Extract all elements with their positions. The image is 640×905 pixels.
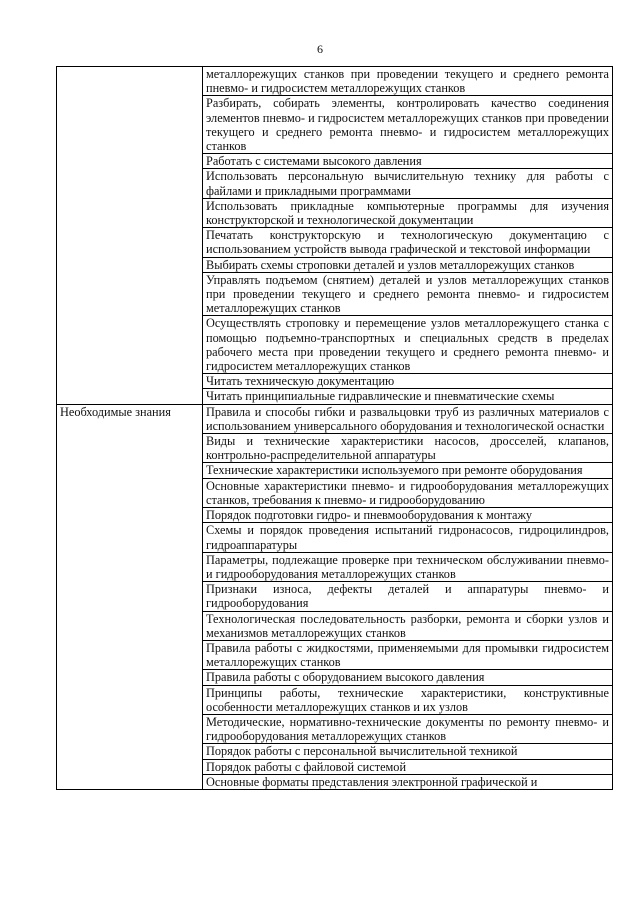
knowledge-item: Принципы работы, технические характеристики, конструктивные особенности металлорежущих станков и их узлов — [203, 685, 613, 714]
table-row — [57, 67, 613, 96]
knowledge-item: Схемы и порядок проведения испытаний гидронасосов, гидроцилиндров, гидроаппаратуры — [203, 523, 613, 552]
skill-item: Управлять подъемом (снятием) деталей и узлов металлорежущих станков при проведении текущего и среднего ремонта пневмо- и гидросистем металлорежущих станков — [203, 272, 613, 316]
knowledge-item: Виды и технические характеристики насосов, дросселей, клапанов, контрольно-распределительной аппаратуры — [203, 434, 613, 463]
skill-item: Использовать персональную вычислительную технику для работы с файлами и прикладными программами — [203, 169, 613, 198]
knowledge-item: Параметры, подлежащие проверке при техническом обслуживании пневмо- и гидрооборудования металлорежущих станков — [203, 552, 613, 581]
knowledge-item: Технологическая последовательность разборки, ремонта и сборки узлов и механизмов металлорежущих станков — [203, 611, 613, 640]
knowledge-item: Правила работы с жидкостями, применяемыми для промывки гидросистем металлорежущих станков — [203, 640, 613, 669]
knowledge-item: Порядок работы с файловой системой — [203, 759, 613, 774]
skill-item: Читать принципиальные гидравлические и пневматические схемы — [203, 389, 613, 404]
knowledge-item: Правила работы с оборудованием высокого давления — [203, 670, 613, 685]
skill-item: Работать с системами высокого давления — [203, 154, 613, 169]
table-row — [57, 404, 613, 433]
skill-item: Разбирать, собирать элементы, контролировать качество соединения элементов пневмо- и гидросистем металлорежущих станков при проведении текущего и среднего ремонта пневмо- и гидросистем металлорежущих станков — [203, 96, 613, 154]
competency-table — [56, 66, 613, 790]
knowledge-item: Правила и способы гибки и развальцовки труб из различных материалов с использованием универсального оборудования и технологической оснастки — [203, 404, 613, 433]
knowledge-item: Методические, нормативно-технические документы по ремонту пневмо- и гидрооборудования металлорежущих станков — [203, 714, 613, 743]
knowledge-item: Порядок подготовки гидро- и пневмооборудования к монтажу — [203, 508, 613, 523]
page-number: 6 — [317, 42, 323, 56]
knowledge-item: Признаки износа, дефекты деталей и аппаратуры пневмо- и гидрооборудования — [203, 582, 613, 611]
knowledge-item: Технические характеристики используемого при ремонте оборудования — [203, 463, 613, 478]
skill-item: Печатать конструкторскую и технологическую документацию с использованием устройств вывода графической и текстовой информации — [203, 228, 613, 257]
skill-item: Выбирать схемы строповки деталей и узлов металлорежущих станков — [203, 257, 613, 272]
knowledge-item: Основные характеристики пневмо- и гидрооборудования металлорежущих станков, требования к пневмо- и гидрооборудованию — [203, 478, 613, 507]
skills-label-cell — [57, 67, 203, 405]
skill-item: Читать техническую документацию — [203, 374, 613, 389]
knowledge-item: Основные форматы представления электронной графической и — [203, 774, 613, 789]
knowledge-label: Необходимые знания — [57, 404, 203, 789]
skill-item: Осуществлять строповку и перемещение узлов металлорежущего станка с помощью подъемно-транспортных и специальных средств в пределах рабочего места при проведении текущего и среднего ремонта пневмо- и гидросистем металлорежущих станков — [203, 316, 613, 374]
knowledge-item: Порядок работы с персональной вычислительной техникой — [203, 744, 613, 759]
skill-item: металлорежущих станков при проведении текущего и среднего ремонта пневмо- и гидросистем металлорежущих станков — [203, 67, 613, 96]
skill-item: Использовать прикладные компьютерные программы для изучения конструкторской и технологической документации — [203, 198, 613, 227]
